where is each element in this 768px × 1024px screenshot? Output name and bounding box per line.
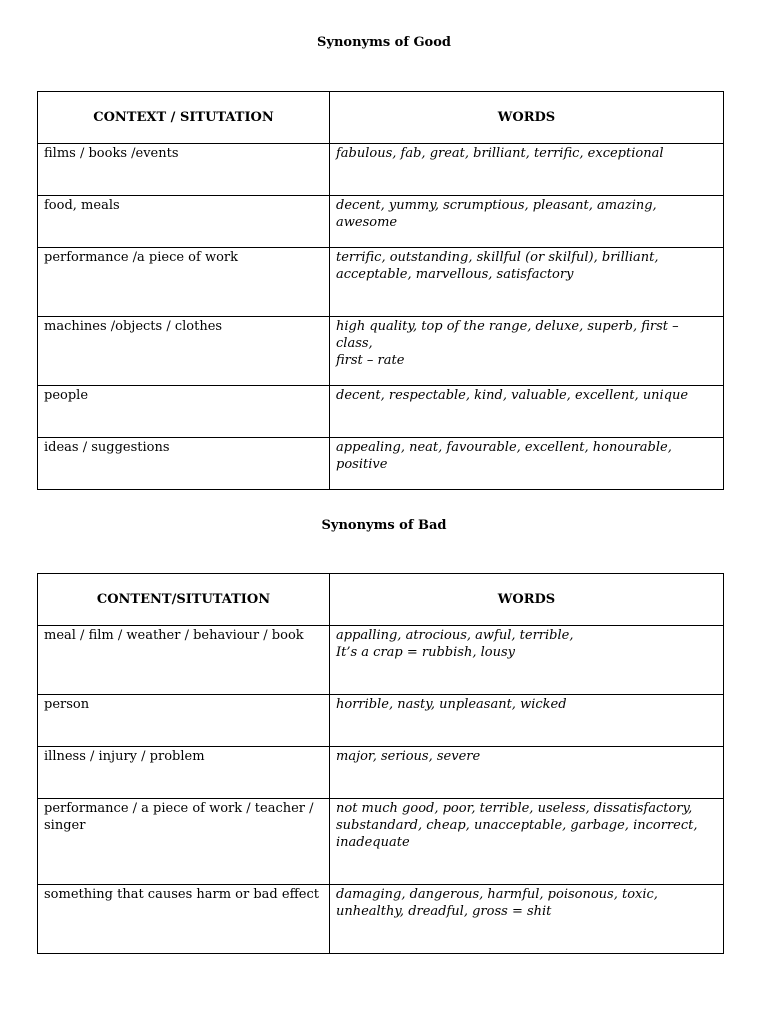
context-line: singer <box>44 818 86 833</box>
context-cell: food, meals <box>38 196 330 248</box>
words-line: horrible, nasty, unpleasant, wicked <box>336 697 567 712</box>
words-cell <box>330 747 724 799</box>
table-row <box>38 386 724 438</box>
words-line: fabulous, fab, great, brilliant, terrific, exceptional <box>336 146 664 161</box>
context-cell <box>38 695 330 747</box>
words-line: substandard, cheap, unacceptable, garbage, incorrect, <box>336 818 698 833</box>
table-row <box>38 747 724 799</box>
words-cell <box>330 438 724 490</box>
table-header-row <box>38 574 724 626</box>
words-line: damaging, dangerous, harmful, poisonous, toxic, <box>336 887 658 902</box>
words-line: It’s a crap = rubbish, lousy <box>336 645 515 660</box>
context-line: meal / film / weather / behaviour / book <box>44 628 304 643</box>
table-header-row <box>38 92 724 144</box>
bad-section-title: Synonyms of Bad <box>321 518 447 533</box>
words-cell <box>330 386 724 438</box>
context-cell: films / books /events <box>38 144 330 196</box>
words-column-header: WORDS <box>330 92 724 144</box>
context-cell: machines /objects / clothes <box>38 317 330 386</box>
context-line: performance / a piece of work / teacher / <box>44 801 314 816</box>
context-cell <box>38 799 330 885</box>
words-cell <box>330 144 724 196</box>
context-cell <box>38 885 330 954</box>
context-line: something that causes harm or bad effect <box>44 887 319 902</box>
context-line: illness / injury / problem <box>44 749 205 764</box>
words-line: decent, respectable, kind, valuable, excellent, unique <box>336 388 689 403</box>
context-cell <box>38 747 330 799</box>
table-row <box>38 799 724 885</box>
good-synonyms-table <box>37 91 724 490</box>
table-row <box>38 144 724 196</box>
words-cell <box>330 626 724 695</box>
content-column-header: CONTENT/SITUTATION <box>38 574 330 626</box>
table-row <box>38 248 724 317</box>
context-cell <box>38 626 330 695</box>
context-cell: ideas / suggestions <box>38 438 330 490</box>
words-line: acceptable, marvellous, satisfactory <box>336 267 574 282</box>
words-line: major, serious, severe <box>336 749 481 764</box>
words-cell <box>330 885 724 954</box>
words-cell <box>330 317 724 386</box>
words-line: not much good, poor, terrible, useless, dissatisfactory, <box>336 801 693 816</box>
table-row <box>38 885 724 954</box>
words-line: first – rate <box>336 353 405 368</box>
words-line: appealing, neat, favourable, excellent, honourable, positive <box>336 440 672 472</box>
context-column-header: CONTEXT / SITUTATION <box>38 92 330 144</box>
words-line: unhealthy, dreadful, gross = shit <box>336 904 552 919</box>
good-section-title: Synonyms of Good <box>317 35 451 50</box>
words-line: high quality, top of the range, deluxe, superb, first – class, <box>336 319 679 351</box>
context-cell: performance /a piece of work <box>38 248 330 317</box>
words-cell <box>330 799 724 885</box>
table-row <box>38 317 724 386</box>
table-row <box>38 438 724 490</box>
context-cell: people <box>38 386 330 438</box>
words-column-header: WORDS <box>330 574 724 626</box>
bad-synonyms-table <box>37 573 724 954</box>
words-line: appalling, atrocious, awful, terrible, <box>336 628 574 643</box>
words-cell <box>330 248 724 317</box>
table-row <box>38 626 724 695</box>
words-line: terrific, outstanding, skillful (or skilful), brilliant, <box>336 250 659 265</box>
words-line: decent, yummy, scrumptious, pleasant, amazing, awesome <box>336 198 657 230</box>
words-cell <box>330 695 724 747</box>
table-row <box>38 196 724 248</box>
words-line: inadequate <box>336 835 410 850</box>
table-row <box>38 695 724 747</box>
context-line: person <box>44 697 90 712</box>
words-cell <box>330 196 724 248</box>
